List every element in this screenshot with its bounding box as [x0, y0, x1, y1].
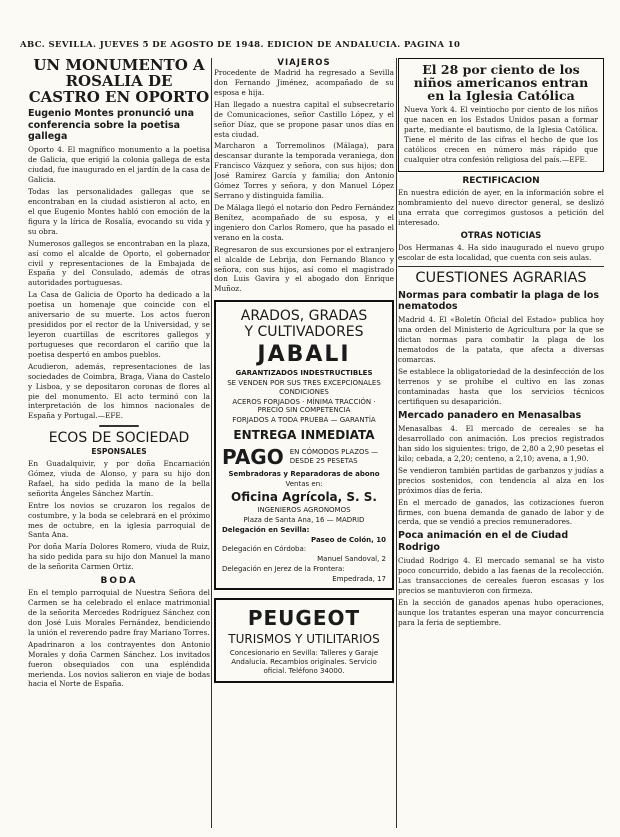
otras-title: OTRAS NOTICIAS: [460, 230, 542, 241]
column-rule: [396, 58, 397, 828]
boda-title: BODA: [100, 576, 138, 587]
viajeros-paragraph: De Málaga llegó el notario don Pedro Fernández Benítez, acompañado de su esposa, y el ingeniero don Carlos Romero, que ha pasado el verano en la costa.: [214, 202, 394, 242]
ecos-paragraph: En Guadalquivir, y por doña Encarnación Gómez, viuda de Alonso, y para su hijo don Rafael, ha sido pedida la mano de la bella señorita Ángeles Sánchez Martín.: [28, 459, 210, 498]
ad-text: Ventas en:: [285, 479, 323, 488]
separator: [99, 425, 139, 427]
agrarias-paragraph: Madrid 4. El «Boletín Oficial del Estado» publica hoy una orden del Ministerio de Agricultura por la que se dictan normas para combatir la plaga de los nematodos de la patata, que afecta a diversas comarcas.: [398, 315, 604, 365]
monumento-paragraph: La Casa de Galicia de Oporto ha dedicado a la poetisa un homenaje que coincide con el aniversario de su muerte. Los actos fueron presididos por el rector de la Universidad, y se leyeron cuartillas de escritores gallegos y portugueses que recordaron el cariño que la poetisa despertó en ambos pueblos.: [28, 290, 210, 359]
ad-entrega: ENTREGA INMEDIATA: [233, 427, 375, 442]
agrarias-title: CUESTIONES AGRARIAS: [415, 270, 587, 287]
mercado-paragraph: Se vendieron también partidas de garbanzos y judías a precios sostenidos, con tendencia al alza en los próximos días de feria.: [398, 465, 604, 495]
ecos-title: ECOS DE SOCIEDAD: [48, 430, 190, 447]
mercado-subtitle: Mercado panadero en Menasalbas: [398, 409, 582, 421]
agrarias-subtitle: Normas para combatir la plaga de los nematodos: [398, 289, 600, 313]
ad-text: Manuel Sandoval, 2: [317, 555, 386, 564]
ad-text: INGENIEROS AGRONOMOS: [257, 506, 351, 515]
column-right: [398, 58, 604, 630]
ad-text: Empedrada, 17: [332, 574, 386, 583]
ad-text: Paseo de Colón, 10: [311, 535, 386, 544]
monumento-title: UN MONUMENTO A ROSALIA DE CASTRO EN OPORTO: [28, 58, 210, 106]
ad-text: Plaza de Santa Ana, 16 — MADRID: [243, 516, 365, 525]
ad-pago: PAGO: [222, 444, 284, 469]
ad-headline: Y CULTIVADORES: [244, 324, 364, 341]
mercado-paragraph: Menasalbas 4. El mercado de cereales se ha desarrollado con animación. Los precios registrados han sido los siguientes: trigo, de 2,80 a 2,90 pesetas el kilo; cebada, a 2,20; centeno, a 2,10; avena, a 1,90.: [398, 424, 604, 463]
ad-text: Sembradoras y Reparadoras de abono: [228, 469, 380, 478]
ecos-paragraph: Entre los novios se cruzaron los regalos de costumbre, y la boda se celebrará en el próximo mes de octubre, en la iglesia parroquial de Santa Ana.: [28, 500, 210, 540]
monumento-paragraph: Acudieron, además, representaciones de las sociedades de Coimbra, Braga, Viana do Castelo y Lisboa, y se depositaron coronas de flores al pie del monumento. El acto terminó con la interpretación de los himnos nacionales de España y Portugal.—EFE.: [28, 361, 210, 421]
viajeros-paragraph: Regresaron de sus excursiones por el extranjero el alcalde de Lebrija, don Fernando Blanco y señora, con sus hijos, así como el magistrado don Luis Gavira y el abogado don Enrique Muñoz.: [214, 244, 394, 294]
ad-headline: ARADOS, GRADAS: [240, 308, 368, 325]
ad-text: Concesionario en Sevilla: Talleres y Garaje Andalucía. Recambios originales. Servicio oficial. Teléfono 34000.: [229, 649, 379, 675]
column-left: [28, 58, 210, 691]
ad-text: FORJADOS A TODA PRUEBA — GARANTÍA: [232, 416, 376, 425]
rectificacion-title: RECTIFICACION: [462, 175, 540, 186]
boda-paragraph: En el templo parroquial de Nuestra Señora del Carmen se ha celebrado el enlace matrimonial de la señorita Mercedes Rodríguez Sánchez con don José Luis Morales Fernández, bendiciendo la unión el reverendo padre fray Mariano Torres.: [28, 588, 210, 637]
ninos-title: El 28 por ciento de los niños americanos entran en la Iglesia Católica: [413, 62, 589, 104]
viajeros-title: VIAJEROS: [277, 58, 331, 68]
rectificacion-paragraph: En nuestra edición de ayer, en la información sobre el nombramiento del nuevo director general, se deslizó una errata que corregimos gustosos a petición del interesado.: [398, 187, 604, 227]
agrarias-paragraph: Se establece la obligatoriedad de la desinfección de los terrenos y se prohíbe el cultivo en las zonas contaminadas hasta que los servicios técnicos certifiquen su desaparición.: [398, 367, 604, 406]
ad-text: SE VENDEN POR SUS TRES EXCEPCIONALES CONDICIONES: [227, 379, 381, 396]
mercado-paragraph: En el mercado de ganados, las cotizaciones fueron firmes, con buena demanda de ganado de labor y de cerda, que se vendió a precios remuneradores.: [398, 497, 604, 527]
monumento-paragraph: Todas las personalidades gallegas que se encontraban en la ciudad asistieron al acto, en el que Eugenio Montes habló con emoción de la figura y la lírica de Rosalía, evocando su vida y su obra.: [28, 187, 210, 236]
ad-text: Delegación en Sevilla:: [222, 525, 310, 534]
ecos-subtitle: ESPONSALES: [91, 447, 147, 456]
viajeros-paragraph: Marcharon a Torremolinos (Málaga), para descansar durante la temporada veraniega, don Francisco Vázquez y señora, con sus hijos; don José Ramírez García y familia; don Antonio Gómez Torres y señora, y don Manuel López Serrano y distinguida familia.: [214, 141, 394, 201]
viajeros-paragraph: Han llegado a nuestra capital el subsecretario de Comunicaciones, señor Castillo López, y el señor Díaz, que se propone pasar unos días en esta ciudad.: [214, 99, 394, 139]
ad-text: ACEROS FORJADOS · MÍNIMA TRACCIÓN · PRECIO SIN COMPETENCIA: [232, 397, 376, 415]
ninos-box: [398, 58, 604, 172]
ad-office: Oficina Agrícola, S. S.: [231, 490, 377, 505]
peugeot-advertisement: [214, 598, 394, 682]
ad-tagline: TURISMOS Y UTILITARIOS: [228, 632, 380, 647]
column-middle: [214, 58, 394, 683]
otras-paragraph: Dos Hermanas 4. Ha sido inaugurado el nuevo grupo escolar de esta localidad, que cuenta con seis aulas.: [398, 242, 604, 262]
ad-brand: JABALI: [257, 342, 351, 368]
ad-text: Delegación en Jerez de la Frontera:: [222, 564, 345, 573]
monumento-paragraph: Oporto 4. El magnífico monumento a la poetisa de Galicia, que erigió la colonia gallega de esta ciudad, fue inaugurado en el jardín de la casa de Galicia.: [28, 145, 210, 185]
ecos-paragraph: Por doña María Dolores Romero, viuda de Ruiz, ha sido pedida para su hijo don Manuel la mano de la señorita Carmen Ortiz.: [28, 542, 210, 572]
boda-paragraph: Apadrinaron a los contrayentes don Antonio Morales y doña Carmen Sánchez. Los invitados fueron obsequiados con una espléndida merienda. Los novios salieron en viaje de bodas hacia el Norte de España.: [28, 639, 210, 689]
jabali-advertisement: [214, 300, 394, 590]
ninos-paragraph: Nueva York 4. El veintiocho por ciento de los niños que nacen en los Estados Unidos pasan a formar parte, mediante el bautismo, de la Iglesia Católica. Tiene el mérito de las cifras el hecho de que los católicos crecen en número más rápido que cualquier otra confesión religiosa del país.—EFE.: [404, 105, 598, 164]
ad-brand: PEUGEOT: [247, 606, 361, 631]
animacion-paragraph: En la sección de ganados apenas hubo operaciones, aunque los tratantes esperan una mayor concurrencia para la feria de septiembre.: [398, 597, 604, 627]
column-rule: [211, 58, 212, 828]
animacion-subtitle: Poca animación en el de Ciudad Rodrigo: [398, 530, 569, 553]
ad-text: Delegación en Córdoba:: [222, 545, 307, 554]
page-header: ABC. SEVILLA. JUEVES 5 DE AGOSTO DE 1948. EDICION DE ANDALUCIA. PAGINA 10: [20, 40, 461, 50]
viajeros-paragraph: Procedente de Madrid ha regresado a Sevilla don Fernando Jiménez, acompañado de su esposa e hija.: [214, 68, 394, 97]
ad-pago-text: EN CÓMODOS PLAZOS — DESDE 25 PESETAS: [289, 448, 379, 465]
monumento-subtitle: Eugenio Montes pronunció una conferencia sobre la poetisa gallega: [28, 108, 194, 143]
divider: [398, 266, 604, 267]
monumento-paragraph: Numerosos gallegos se encontraban en la plaza, así como el alcalde de Oporto, el gobernador civil y representaciones de la Embajada de España y del Consulado, además de otras autoridades portuguesas.: [28, 238, 210, 288]
ad-text: GARANTIZADOS INDESTRUCTIBLES: [235, 369, 373, 378]
animacion-paragraph: Ciudad Rodrigo 4. El mercado semanal se ha visto poco concurrido, debido a las faenas de la recolección. Las transacciones de cereales fueron escasas y los precios se mantuvieron con firmeza.: [398, 556, 604, 595]
